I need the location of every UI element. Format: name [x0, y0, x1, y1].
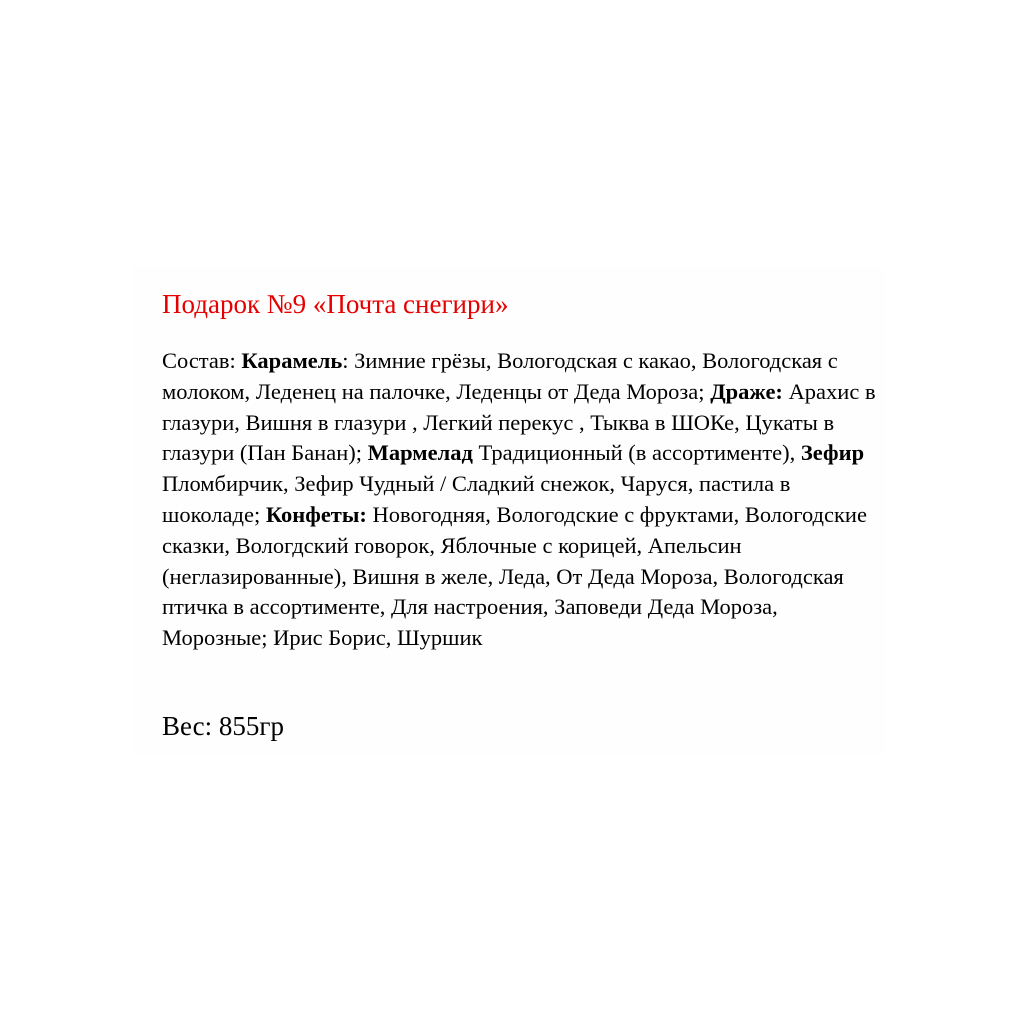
composition-part: Конфеты:: [265, 501, 367, 527]
composition-part: Драже:: [710, 378, 783, 404]
composition-part: Традиционный (в ассортименте),: [472, 440, 801, 466]
composition-part: Пломбирчик, Зефир Чудный / Сладкий снежок, Чаруся, пастила в шоколаде;: [162, 471, 791, 527]
product-weight: Вес: 855гр: [162, 711, 284, 741]
composition-part: Зефир: [800, 440, 865, 466]
product-title: Подарок №9 «Почта снегири»: [162, 289, 509, 319]
composition-part: Мармелад: [367, 440, 473, 466]
composition-part: Карамель: [241, 348, 343, 373]
composition-part: : Зимние грёзы, Вологодская с какао, Вологодская с молоком, Леденец на палочке, Леденцы от Деда Мороза;: [162, 348, 838, 404]
composition-text: [162, 346, 882, 654]
composition-label: Состав:: [162, 348, 242, 373]
composition-part: Новогодняя, Вологодские с фруктами, Вологодские сказки, Вологдский говорок, Яблочные с корицей, Апельсин (неглазированные), Вишня в желе, Леда, От Деда Мороза, Вологодская птичка в ассортименте, Для настроения, Заповеди Деда Мороза, Морозные; Ирис Борис, Шуршик: [162, 501, 867, 651]
composition-part: Арахис в глазури, Вишня в глазури , Легкий перекус , Тыква в ШОКе, Цукаты в глазури (Пан Банан);: [162, 378, 876, 466]
